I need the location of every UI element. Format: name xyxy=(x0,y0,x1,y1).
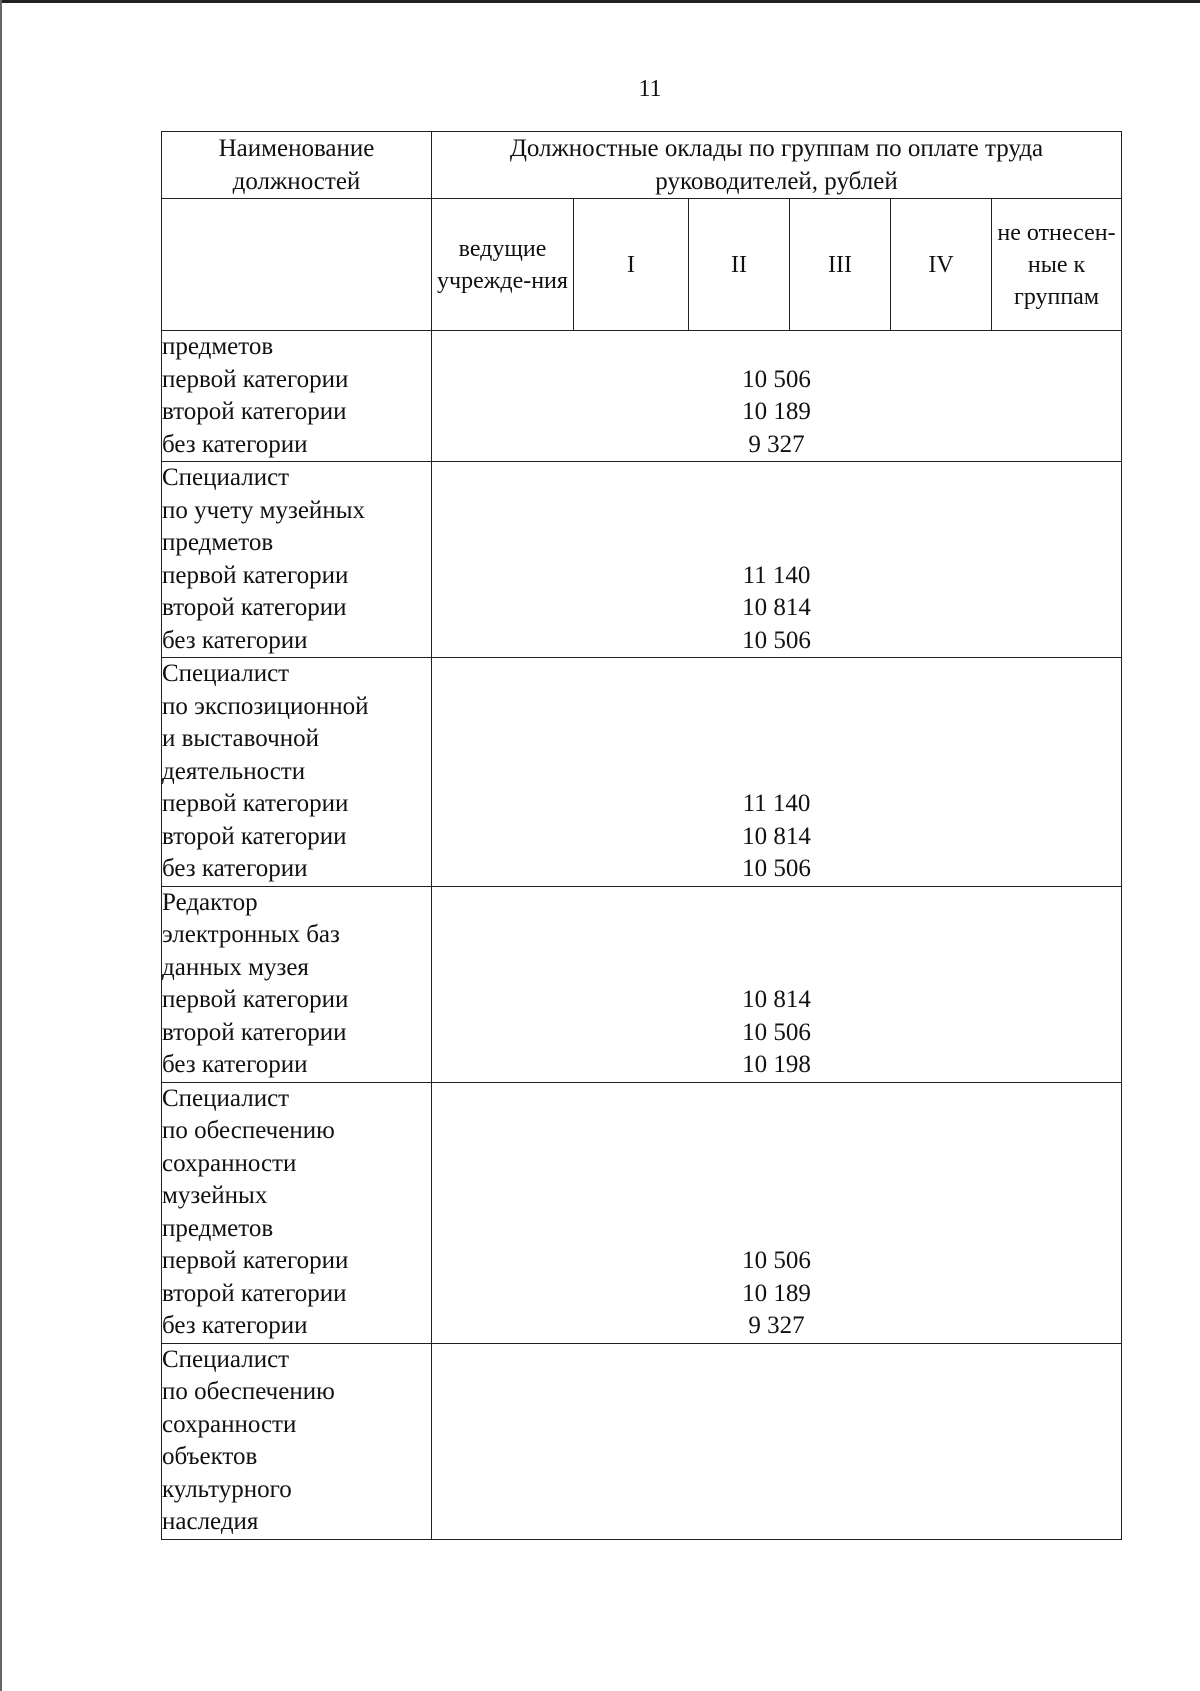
position-name-line: объектов xyxy=(162,1443,258,1470)
position-name-cell xyxy=(162,886,432,1082)
position-name-line: по учету музейных xyxy=(162,496,365,524)
salary-value: 10 189 xyxy=(742,398,811,425)
position-name-line: без категории xyxy=(162,855,308,882)
position-name-line: первой категории xyxy=(162,561,349,589)
salary-value: 9 327 xyxy=(748,430,805,458)
position-name-line: Специалист xyxy=(162,1084,290,1112)
header-position-name: Наименование должностей xyxy=(162,132,432,199)
position-name-cell xyxy=(162,658,432,887)
position-name-cell xyxy=(162,331,432,462)
salary-values-cell xyxy=(432,886,1122,1082)
header-group-1: I xyxy=(574,199,689,331)
position-name-line: и выставочной xyxy=(162,725,319,752)
position-name-line: первой категории xyxy=(162,986,349,1013)
page-number: 11 xyxy=(638,76,662,102)
header-name-continuation xyxy=(162,199,432,331)
position-name-line: без категории xyxy=(162,1312,308,1339)
scan-edge-top xyxy=(0,0,1200,3)
salary-value: 10 506 xyxy=(742,626,811,654)
salary-value: 10 506 xyxy=(742,855,811,882)
position-name-line: электронных баз xyxy=(162,921,340,948)
position-name-line: Специалист xyxy=(162,464,290,491)
position-name-line: по обеспечению xyxy=(162,1117,335,1144)
position-name-line: культурного xyxy=(162,1475,292,1503)
position-name-line: наследия xyxy=(162,1508,259,1535)
position-name-line: первой категории xyxy=(162,1247,349,1274)
table-row xyxy=(162,1082,1122,1343)
position-name-cell xyxy=(162,1343,432,1539)
position-name-line: второй категории xyxy=(162,398,347,425)
table-row xyxy=(162,886,1122,1082)
salary-value: 10 814 xyxy=(742,822,811,850)
salary-values-cell xyxy=(432,1082,1122,1343)
header-group-3: III xyxy=(790,199,891,331)
salary-value: 11 140 xyxy=(742,790,811,817)
position-name-line: первой категории xyxy=(162,365,349,393)
salary-table xyxy=(161,131,1122,1540)
salary-values-cell xyxy=(432,462,1122,658)
salary-value: 10 506 xyxy=(742,1247,811,1274)
position-name-line: деятельности xyxy=(162,757,306,785)
position-name-line: без категории xyxy=(162,1051,308,1078)
position-name-line: музейных xyxy=(162,1182,268,1209)
header-salary-groups: Должностные оклады по группам по оплате труда руководителей, рублей xyxy=(432,132,1122,199)
position-name-line: предметов xyxy=(162,529,274,556)
position-name-cell xyxy=(162,1082,432,1343)
salary-values-cell xyxy=(432,331,1122,462)
salary-value: 9 327 xyxy=(748,1312,805,1339)
salary-value: 10 198 xyxy=(742,1051,811,1078)
position-name-line: второй категории xyxy=(162,1018,347,1046)
position-name-line: первой категории xyxy=(162,790,349,817)
position-name-line: второй категории xyxy=(162,1279,347,1307)
position-name-line: данных музея xyxy=(162,953,309,981)
position-name-line: сохранности xyxy=(162,1410,297,1438)
position-name-line: сохранности xyxy=(162,1149,297,1177)
table-body xyxy=(162,331,1122,1540)
position-name-line: без категории xyxy=(162,626,308,654)
position-name-line: Специалист xyxy=(162,1345,290,1373)
salary-values-cell xyxy=(432,1343,1122,1539)
salary-value: 10 814 xyxy=(742,986,811,1013)
position-name-line: по экспозиционной xyxy=(162,692,369,720)
position-name-cell xyxy=(162,462,432,658)
position-name-line: предметов xyxy=(162,1214,274,1242)
header-leading-institutions: ведущие учрежде-ния xyxy=(432,199,574,331)
position-name-line: предметов xyxy=(162,333,274,360)
position-name-line: Редактор xyxy=(162,888,258,916)
position-name-line: без категории xyxy=(162,430,308,458)
scan-edge-left xyxy=(0,0,2,1691)
salary-value: 10 506 xyxy=(742,1018,811,1046)
salary-value: 10 814 xyxy=(742,594,811,621)
position-name-line: второй категории xyxy=(162,594,347,621)
salary-value: 10 189 xyxy=(742,1279,811,1307)
table-row xyxy=(162,658,1122,887)
salary-value: 10 506 xyxy=(742,365,811,393)
table-row xyxy=(162,331,1122,462)
position-name-line: по обеспечению xyxy=(162,1378,335,1405)
header-group-2: II xyxy=(689,199,790,331)
header-not-grouped: не отнесен-ные к группам xyxy=(992,199,1122,331)
position-name-line: второй категории xyxy=(162,822,347,850)
salary-value: 11 140 xyxy=(742,561,811,589)
position-name-line: Специалист xyxy=(162,660,290,687)
header-group-4: IV xyxy=(891,199,992,331)
table-row xyxy=(162,462,1122,658)
table-row xyxy=(162,1343,1122,1539)
salary-values-cell xyxy=(432,658,1122,887)
